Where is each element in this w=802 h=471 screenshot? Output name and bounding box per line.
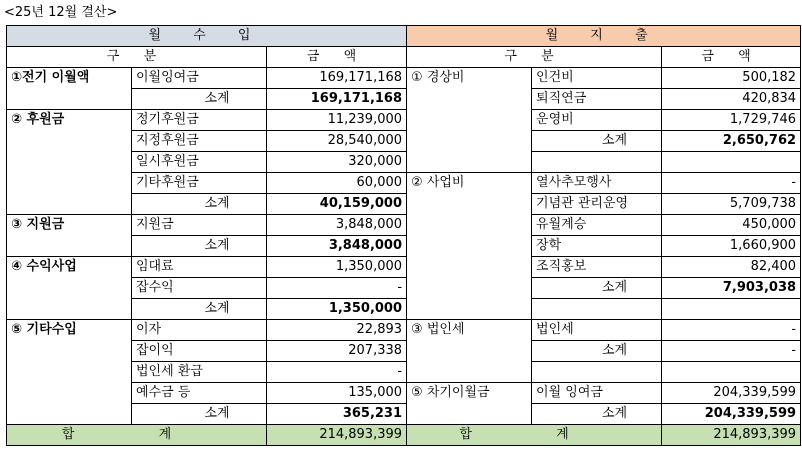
expense-category-cell (407, 236, 532, 257)
income-amount-cell: 207,338 (267, 341, 407, 362)
expense-col-category: 구 분 (407, 47, 662, 68)
expense-category-cell (407, 404, 532, 425)
income-item-cell: 임대료 (132, 257, 267, 278)
expense-amount-cell: 204,339,599 (662, 383, 801, 404)
income-category-cell (7, 299, 132, 320)
expense-category-cell (407, 362, 532, 383)
table-row (7, 320, 801, 341)
expense-item-cell (532, 362, 662, 383)
column-header-row (7, 47, 801, 68)
income-item-cell: 이자 (132, 320, 267, 341)
expense-amount-cell: 1,660,900 (662, 236, 801, 257)
expense-category-cell: ⑤ 차기이월금 (407, 383, 532, 404)
expense-amount-cell: 500,182 (662, 68, 801, 89)
expense-category-cell (407, 278, 532, 299)
income-header: 월 수 입 (7, 26, 407, 47)
table-row (7, 173, 801, 194)
income-amount-cell: 135,000 (267, 383, 407, 404)
expense-category-cell (407, 89, 532, 110)
income-item-cell: 정기후원금 (132, 110, 267, 131)
income-category-cell (7, 194, 132, 215)
income-category-cell (7, 362, 132, 383)
income-subtotal-label: 소계 (132, 299, 267, 320)
income-amount-cell: 22,893 (267, 320, 407, 341)
expense-category-cell (407, 299, 532, 320)
expense-amount-cell: 1,729,746 (662, 110, 801, 131)
income-subtotal-label: 소계 (132, 89, 267, 110)
table-row (7, 68, 801, 89)
expense-category-cell: ③ 법인세 (407, 320, 532, 341)
expense-col-amount: 금 액 (662, 47, 801, 68)
income-item-cell: 잡수익 (132, 278, 267, 299)
expense-amount-cell: - (662, 173, 801, 194)
income-subtotal-label: 소계 (132, 236, 267, 257)
expense-total-amount: 214,893,399 (662, 425, 801, 446)
expense-item-cell: 퇴직연금 (532, 89, 662, 110)
expense-item-cell: 장학 (532, 236, 662, 257)
income-amount-cell: - (267, 362, 407, 383)
income-subtotal-amount: 365,231 (267, 404, 407, 425)
total-row (7, 425, 801, 446)
expense-subtotal-amount: 204,339,599 (662, 404, 801, 425)
expense-amount-cell (662, 152, 801, 173)
expense-item-cell (532, 152, 662, 173)
settlement-table (6, 25, 801, 446)
table-row (7, 131, 801, 152)
expense-subtotal-label: 소계 (532, 341, 662, 362)
table-row (7, 257, 801, 278)
income-col-amount: 금 액 (267, 47, 407, 68)
table-row (7, 194, 801, 215)
income-category-cell: ③ 지원금 (7, 215, 132, 236)
income-subtotal-amount: 40,159,000 (267, 194, 407, 215)
income-col-category: 구 분 (7, 47, 267, 68)
income-subtotal-label: 소계 (132, 194, 267, 215)
expense-amount-cell: 420,834 (662, 89, 801, 110)
header-row (7, 26, 801, 47)
income-amount-cell: 320,000 (267, 152, 407, 173)
income-amount-cell: 28,540,000 (267, 131, 407, 152)
expense-category-cell (407, 257, 532, 278)
table-row (7, 341, 801, 362)
income-category-cell (7, 341, 132, 362)
income-category-cell (7, 404, 132, 425)
expense-amount-cell (662, 362, 801, 383)
expense-category-cell (407, 194, 532, 215)
expense-amount-cell (662, 299, 801, 320)
table-row (7, 110, 801, 131)
expense-item-cell: 조직홍보 (532, 257, 662, 278)
expense-item-cell (532, 299, 662, 320)
table-row (7, 404, 801, 425)
expense-amount-cell: 5,709,738 (662, 194, 801, 215)
expense-subtotal-amount: 7,903,038 (662, 278, 801, 299)
expense-category-cell: ② 사업비 (407, 173, 532, 194)
income-category-cell (7, 131, 132, 152)
income-item-cell: 기타후원금 (132, 173, 267, 194)
expense-item-cell: 열사추모행사 (532, 173, 662, 194)
expense-amount-cell: - (662, 320, 801, 341)
table-row (7, 236, 801, 257)
income-amount-cell: 3,848,000 (267, 215, 407, 236)
income-subtotal-amount: 3,848,000 (267, 236, 407, 257)
income-total-amount: 214,893,399 (267, 425, 407, 446)
income-category-cell (7, 89, 132, 110)
expense-item-cell: 법인세 (532, 320, 662, 341)
table-row (7, 299, 801, 320)
expense-amount-cell: 450,000 (662, 215, 801, 236)
expense-header: 월 지 출 (407, 26, 801, 47)
income-item-cell: 일시후원금 (132, 152, 267, 173)
income-amount-cell: 169,171,168 (267, 68, 407, 89)
expense-subtotal-amount: 2,650,762 (662, 131, 801, 152)
income-category-cell (7, 278, 132, 299)
expense-category-cell (407, 110, 532, 131)
expense-subtotal-amount: - (662, 341, 801, 362)
income-category-cell (7, 383, 132, 404)
table-row (7, 215, 801, 236)
table-row (7, 362, 801, 383)
table-row (7, 89, 801, 110)
income-category-cell: ⑤ 기타수입 (7, 320, 132, 341)
income-item-cell: 법인세 환급 (132, 362, 267, 383)
expense-item-cell: 이월 잉여금 (532, 383, 662, 404)
income-category-cell: ④ 수익사업 (7, 257, 132, 278)
expense-category-cell (407, 131, 532, 152)
sheet-title: <25년 12월 결산> (4, 5, 118, 20)
income-subtotal-label: 소계 (132, 404, 267, 425)
income-subtotal-amount: 1,350,000 (267, 299, 407, 320)
income-category-cell: ② 후원금 (7, 110, 132, 131)
table-row (7, 152, 801, 173)
table-row (7, 278, 801, 299)
income-item-cell: 지정후원금 (132, 131, 267, 152)
expense-subtotal-label: 소계 (532, 278, 662, 299)
income-category-cell (7, 152, 132, 173)
income-category-cell (7, 173, 132, 194)
expense-category-cell (407, 215, 532, 236)
expense-category-cell (407, 341, 532, 362)
expense-subtotal-label: 소계 (532, 131, 662, 152)
expense-item-cell: 기념관 관리운영 (532, 194, 662, 215)
expense-item-cell: 운영비 (532, 110, 662, 131)
income-item-cell: 이월잉여금 (132, 68, 267, 89)
expense-item-cell: 유월계승 (532, 215, 662, 236)
expense-item-cell: 인건비 (532, 68, 662, 89)
income-amount-cell: 60,000 (267, 173, 407, 194)
income-item-cell: 지원금 (132, 215, 267, 236)
expense-total-label: 합 계 (407, 425, 662, 446)
income-subtotal-amount: 169,171,168 (267, 89, 407, 110)
expense-amount-cell: 82,400 (662, 257, 801, 278)
expense-category-cell (407, 152, 532, 173)
income-item-cell: 잡이익 (132, 341, 267, 362)
income-category-cell (7, 236, 132, 257)
income-amount-cell: - (267, 278, 407, 299)
income-amount-cell: 1,350,000 (267, 257, 407, 278)
expense-category-cell: ① 경상비 (407, 68, 532, 89)
table-row (7, 383, 801, 404)
income-item-cell: 예수금 등 (132, 383, 267, 404)
income-total-label: 합 계 (7, 425, 267, 446)
income-category-cell: ①전기 이월액 (7, 68, 132, 89)
income-amount-cell: 11,239,000 (267, 110, 407, 131)
expense-subtotal-label: 소계 (532, 404, 662, 425)
